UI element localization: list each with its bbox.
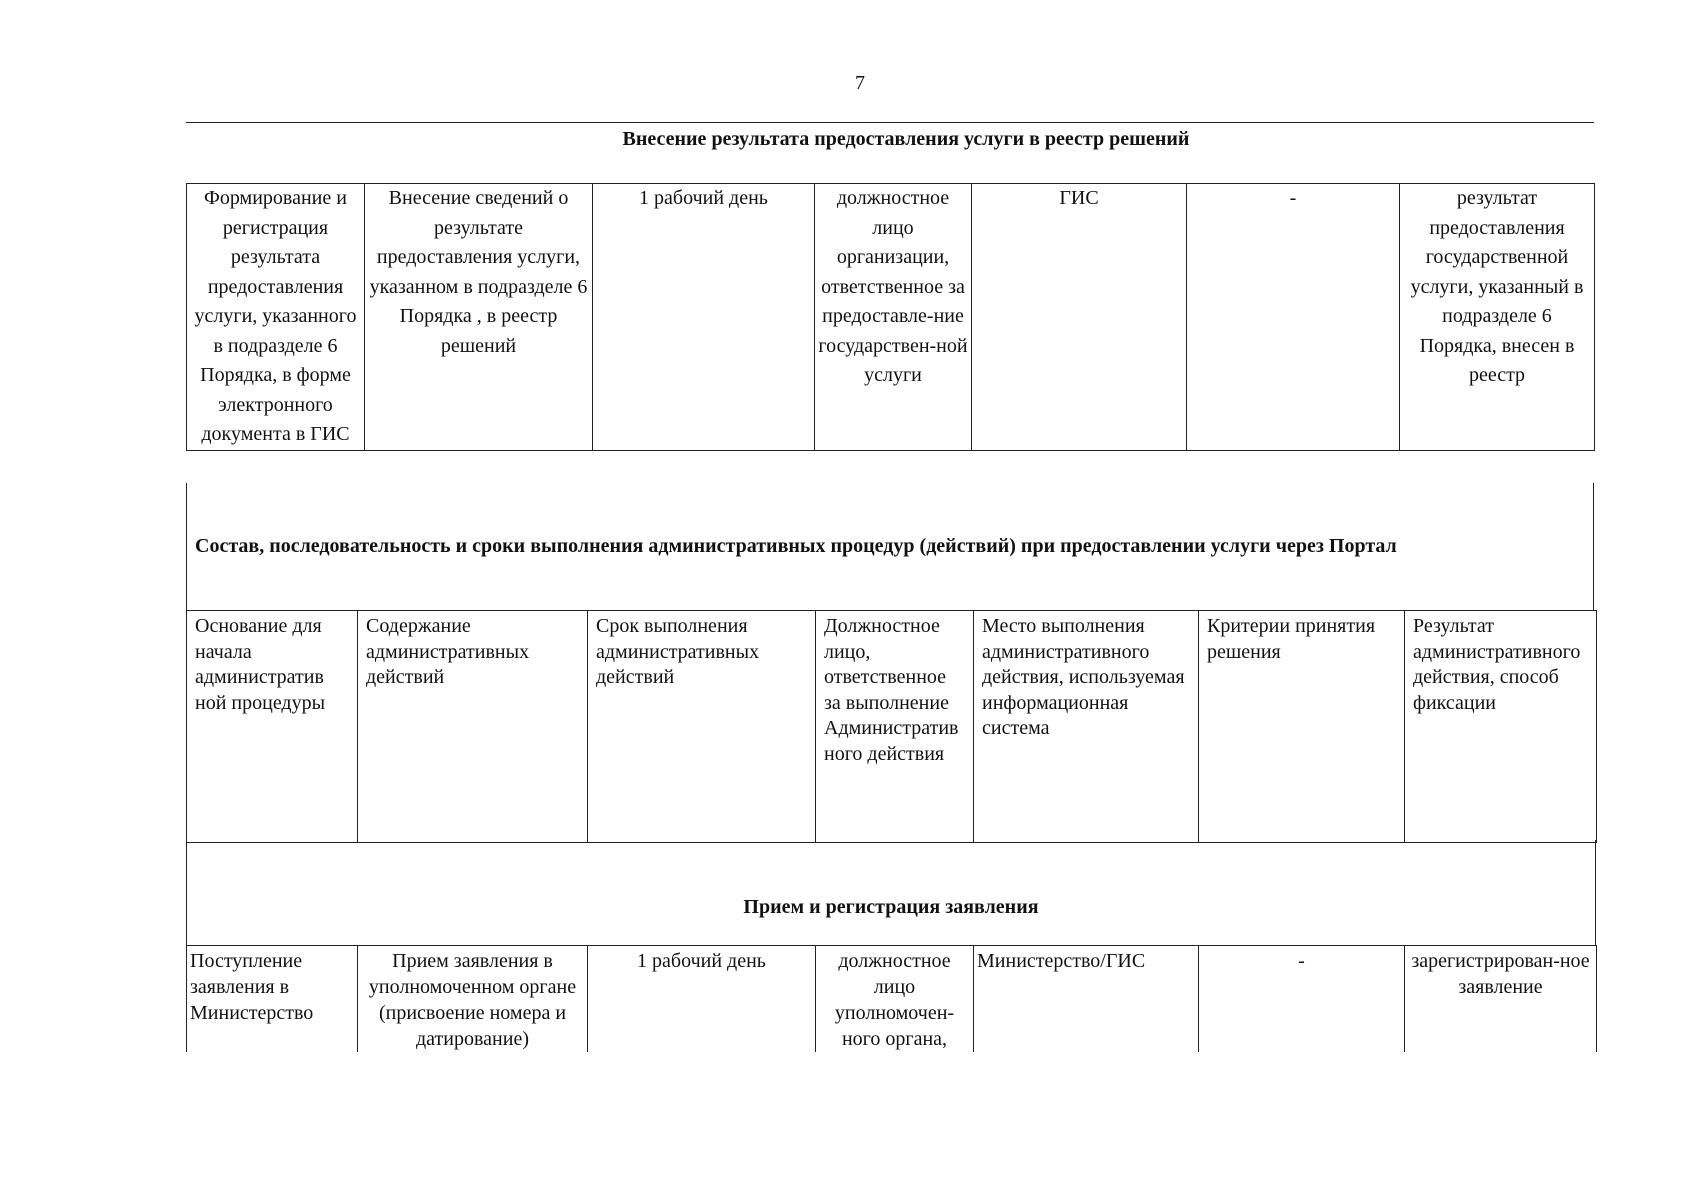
cell-procedure-basis: Поступление заявления в Министерство bbox=[187, 946, 358, 1053]
header-result: Результат административного действия, способ фиксации bbox=[1405, 611, 1597, 843]
cell-action-content: Прием заявления в уполномоченном органе (присвоение номера и датирование) bbox=[358, 946, 588, 1053]
cell-result: зарегистрирован-ное заявление bbox=[1405, 946, 1597, 1053]
header-place-system: Место выполнения административного действия, используемая информационная система bbox=[974, 611, 1199, 843]
top-rule bbox=[186, 122, 1594, 123]
table-registry-entry bbox=[186, 183, 1595, 451]
section-title-portal: Состав, последовательность и сроки выполнения административных процедур (действий) при предоставлении услуги через Портал bbox=[195, 535, 1397, 557]
cell-result: результат предоставления государственной услуги, указанный в подразделе 6 Порядка, внесен в реестр bbox=[1400, 184, 1595, 451]
cell-decision-criteria: - bbox=[1199, 946, 1405, 1053]
cell-deadline: 1 рабочий день bbox=[588, 946, 816, 1053]
header-deadline: Срок выполнения административных действий bbox=[588, 611, 816, 843]
header-action-content: Содержание административных действий bbox=[358, 611, 588, 843]
table-header-portal bbox=[186, 610, 1597, 843]
table-header-row bbox=[187, 611, 1597, 843]
section-title-reception: Прием и регистрация заявления bbox=[743, 896, 1039, 918]
header-decision-criteria: Критерии принятия решения bbox=[1199, 611, 1405, 843]
header-responsible-person: Должностное лицо, ответственное за выполнение Административ ного действия bbox=[816, 611, 974, 843]
section-band-reception bbox=[186, 840, 1596, 946]
cell-responsible-person: должностное лицо организации, ответственное за предоставле-ние государствен-ной услуги bbox=[815, 184, 972, 451]
cell-responsible-person: должностное лицо уполномочен-ного органа, bbox=[816, 946, 974, 1053]
table-row bbox=[187, 184, 1595, 451]
header-procedure-basis: Основание для начала административ ной процедуры bbox=[187, 611, 358, 843]
cell-system: ГИС bbox=[972, 184, 1187, 451]
cell-procedure-basis: Формирование и регистрация результата предоставления услуги, указанного в подразделе 6 Порядка, в форме электронного документа в ГИС bbox=[187, 184, 365, 451]
section-band-portal bbox=[186, 483, 1594, 611]
cell-system: Министерство/ГИС bbox=[974, 946, 1199, 1053]
cell-action-content: Внесение сведений о результате предоставления услуги, указанном в подразделе 6 Порядка , в реестр решений bbox=[365, 184, 593, 451]
page-number: 7 bbox=[855, 72, 865, 94]
cell-deadline: 1 рабочий день bbox=[593, 184, 815, 451]
section-title-registry: Внесение результата предоставления услуги в реестр решений bbox=[622, 128, 1190, 150]
table-row bbox=[187, 946, 1597, 1053]
table-reception bbox=[186, 945, 1597, 1052]
cell-decision-criteria: - bbox=[1187, 184, 1400, 451]
